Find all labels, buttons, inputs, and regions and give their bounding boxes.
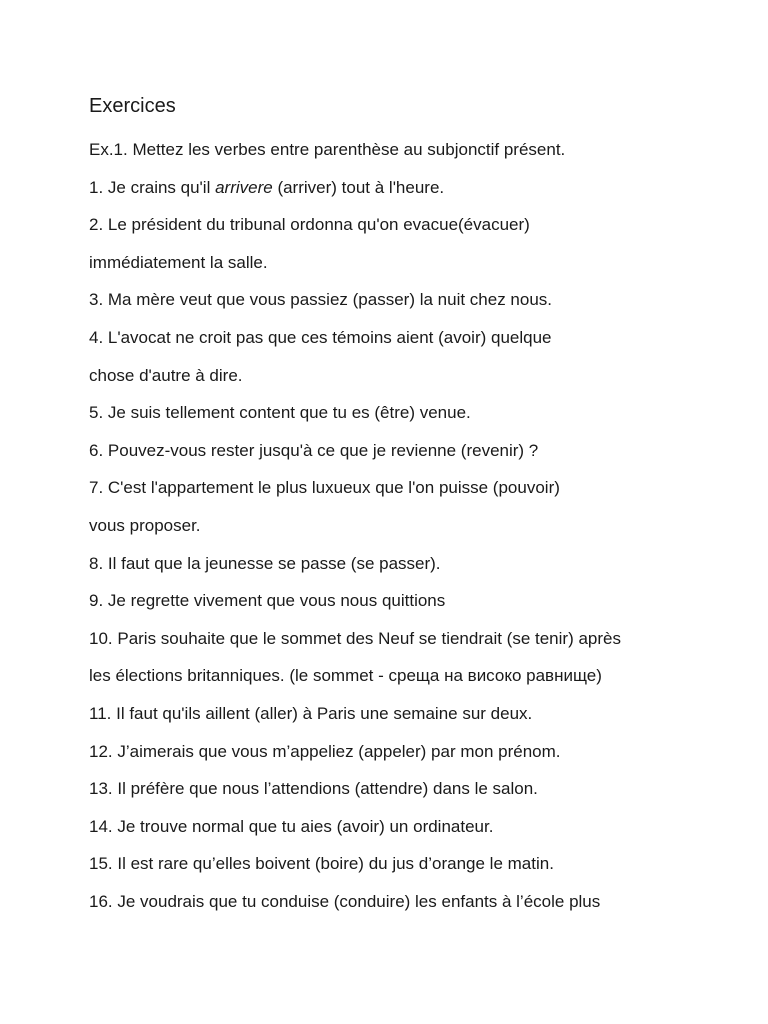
line-text: (arriver) tout à l'heure. <box>272 177 445 197</box>
exercise-line: 15. Il est rare qu’elles boivent (boire) du jus d’orange le matin. <box>89 854 554 874</box>
exercise-line: vous proposer. <box>89 515 201 535</box>
document-title: Exercices <box>89 95 176 117</box>
exercise-line: chose d'autre à dire. <box>89 365 243 385</box>
exercise-line: 13. Il préfère que nous l’attendions (attendre) dans le salon. <box>89 779 538 799</box>
exercise-instruction: Ex.1. Mettez les verbes entre parenthèse au subjonctif présent. <box>89 140 566 159</box>
exercise-line: immédiatement la salle. <box>89 252 268 272</box>
exercise-line: 6. Pouvez-vous rester jusqu'à ce que je revienne (revenir) ? <box>89 440 539 460</box>
exercise-line: 14. Je trouve normal que tu aies (avoir) un ordinateur. <box>89 816 494 836</box>
exercise-line: 9. Je regrette vivement que vous nous quittions <box>89 591 446 611</box>
exercise-line: 3. Ma mère veut que vous passiez (passer) la nuit chez nous. <box>89 290 553 310</box>
exercise-line: 2. Le président du tribunal ordonna qu'on evacue(évacuer) <box>89 215 530 235</box>
exercise-line: 16. Je voudrais que tu conduise (conduire) les enfants à l’école plus <box>89 891 601 911</box>
exercise-line: 12. J’aimerais que vous m’appeliez (appeler) par mon prénom. <box>89 741 561 761</box>
exercise-line: 4. L'avocat ne croit pas que ces témoins aient (avoir) quelque <box>89 327 552 347</box>
exercise-line: 10. Paris souhaite que le sommet des Neuf se tiendrait (se tenir) après <box>89 628 621 648</box>
document-page <box>89 92 729 920</box>
exercise-line: 8. Il faut que la jeunesse se passe (se passer). <box>89 553 441 573</box>
exercise-line: 11. Il faut qu'ils aillent (aller) à Paris une semaine sur deux. <box>89 703 533 723</box>
italic-answer: arrivere <box>215 177 273 197</box>
line-text: 1. Je crains qu'il <box>89 177 216 197</box>
exercise-line: les élections britanniques. (le sommet - среща на високо равнище) <box>89 666 602 686</box>
exercise-line: 5. Je suis tellement content que tu es (être) venue. <box>89 403 471 423</box>
exercise-line: 7. C'est l'appartement le plus luxueux que l'on puisse (pouvoir) <box>89 478 560 498</box>
exercise-line <box>89 169 729 207</box>
